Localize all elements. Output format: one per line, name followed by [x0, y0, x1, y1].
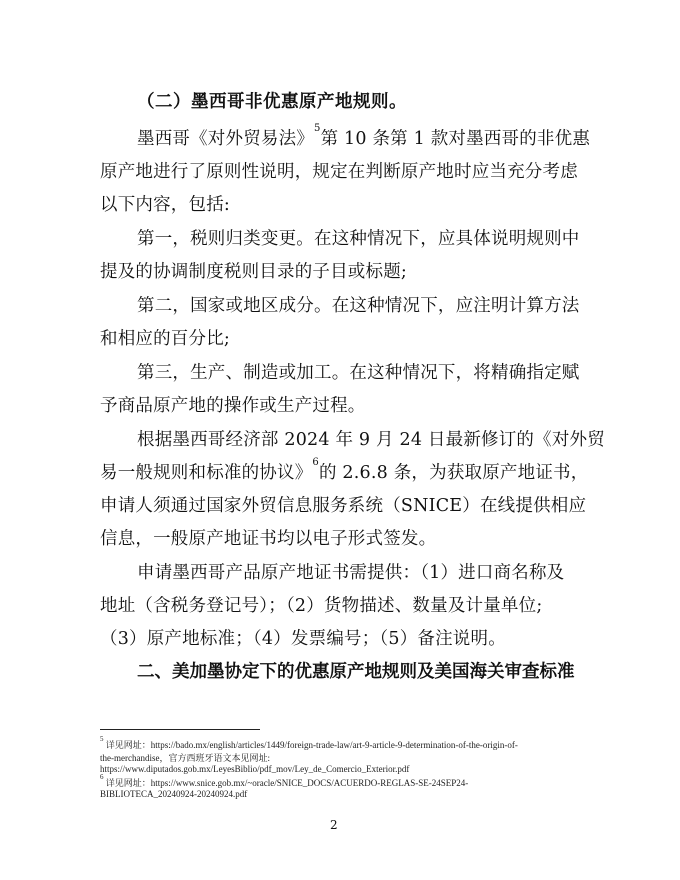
- text-span: 的 2.6.8 条，为获取原产地证书，: [318, 463, 589, 483]
- text-span: 易一般规则和标准的协议》: [100, 463, 313, 483]
- paragraph-2-line-1: 第一，税则归类变更。在这种情况下，应具体说明规则中: [137, 229, 580, 249]
- text-span: 墨西哥《对外贸易法》: [137, 129, 314, 149]
- footnote-ref-6[interactable]: 6: [312, 457, 319, 469]
- paragraph-6-line-3: （3）原产地标准；（4）发票编号；（5）备注说明。: [100, 629, 506, 649]
- paragraph-1-line-3: 以下内容，包括:: [100, 195, 230, 215]
- footnote-number: 6: [100, 773, 104, 781]
- paragraph-5-line-2: [100, 459, 588, 484]
- footnote-divider: [100, 729, 260, 730]
- footnote-6-line-2[interactable]: BIBLIOTECA_20240924-20240924.pdf: [100, 789, 248, 799]
- paragraph-4-line-2: 予商品原产地的操作或生产过程。: [100, 396, 366, 416]
- paragraph-4-line-1: 第三，生产、制造或加工。在这种情况下，将精确指定赋: [137, 363, 580, 383]
- section-2-heading: 二、美加墨协定下的优惠原产地规则及美国海关审查标准: [137, 662, 575, 682]
- paragraph-3-line-1: 第二，国家或地区成分。在这种情况下，应注明计算方法: [137, 296, 580, 316]
- page-number: 2: [330, 818, 338, 832]
- footnote-5-line-1: [100, 735, 518, 751]
- paragraph-1-line-2: 原产地进行了原则性说明，规定在判断原产地时应当充分考虑: [100, 162, 578, 182]
- paragraph-3-line-2: 和相应的百分比;: [100, 329, 230, 349]
- paragraph-5-line-4: 信息，一般原产地证书均以电子形式签发。: [100, 529, 437, 549]
- section-heading: （二）墨西哥非优惠原产地规则。: [137, 92, 407, 112]
- footnote-6-line-1: [100, 773, 469, 789]
- paragraph-5-line-1: 根据墨西哥经济部 2024 年 9 月 24 日最新修订的《对外贸: [137, 430, 605, 450]
- footnote-5-line-3[interactable]: https://www.diputados.gob.mx/LeyesBiblio/pdf_mov/Ley_de_Comercio_Exterior.pdf: [100, 764, 410, 774]
- paragraph-6-line-2: 地址（含税务登记号）；（2）货物描述、数量及计量单位;: [100, 596, 543, 616]
- footnote-number: 5: [100, 735, 104, 743]
- footnote-link[interactable]: 详见网址：https://www.snice.gob.mx/~oracle/SNICE_DOCS/ACUERDO-REGLAS-SE-24SEP24-: [105, 778, 469, 788]
- paragraph-5-line-3: 申请人须通过国家外贸信息服务系统（SNICE）在线提供相应: [100, 496, 587, 516]
- paragraph-1-line-1: [137, 125, 590, 150]
- footnote-link[interactable]: 详见网址：https://bado.mx/english/articles/1449/foreign-trade-law/art-9-article-9-determination-of-the-origin-of-: [105, 740, 518, 750]
- footnote-5-line-2: the-merchandise，官方西班牙语文本见网址:: [100, 753, 270, 763]
- text-span: 第 10 条第 1 款对墨西哥的非优惠: [320, 129, 591, 149]
- paragraph-6-line-1: 申请墨西哥产品原产地证书需提供：（1）进口商名称及: [137, 563, 565, 583]
- paragraph-2-line-2: 提及的协调制度税则目录的子目或标题;: [100, 262, 407, 282]
- footnote-ref-5[interactable]: 5: [314, 123, 321, 135]
